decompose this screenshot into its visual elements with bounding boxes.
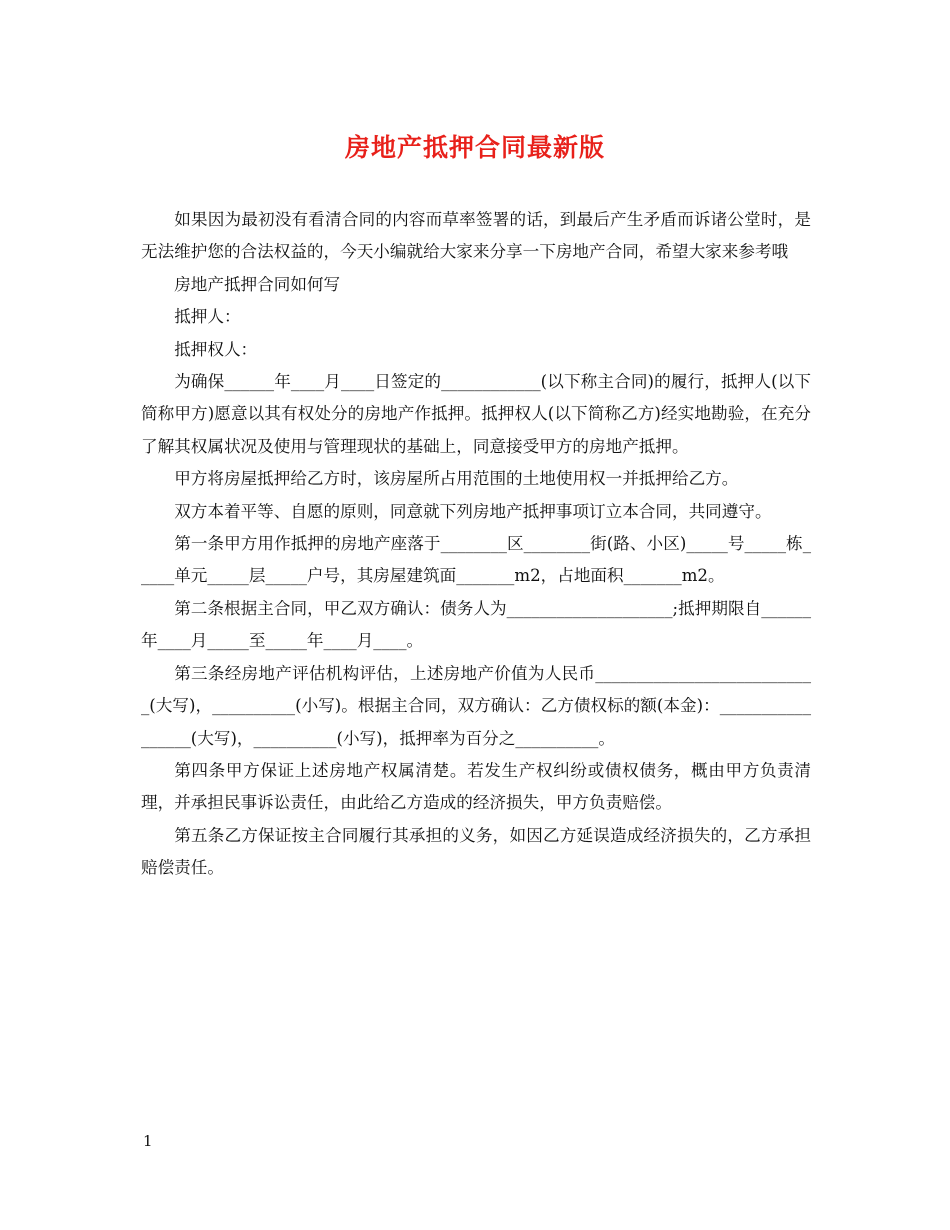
article-3: 第三条经房地产评估机构评估，上述房地产价值为人民币___________________________(大写)，__________(小写)。根据主合同，双方确认：乙方债权标的额(本金)：_________________(大写)，__________(小写)，抵押率为百分之__________。: [141, 663, 811, 748]
article-1: 第一条甲方用作抵押的房地产座落于________区________街(路、小区)_____号_____栋_____单元_____层_____户号，其房屋建筑面_______m2，占地面积_______m2。: [141, 534, 811, 586]
intro-paragraph: 如果因为最初没有看清合同的内容而草率签署的话，到最后产生矛盾而诉诸公堂时，是无法维护您的合法权益的，今天小编就给大家来分享一下房地产合同，希望大家来参考哦: [141, 210, 811, 262]
agreement-paragraph: 双方本着平等、自愿的原则，同意就下列房地产抵押事项订立本合同，共同遵守。: [174, 501, 772, 521]
mortgagee-line: 抵押权人：: [174, 339, 258, 359]
page-number: 1: [143, 1132, 153, 1150]
document-body: [141, 204, 811, 885]
preamble-paragraph: 为确保______年____月____日签定的____________(以下称主合同)的履行，抵押人(以下简称甲方)愿意以其有权处分的房地产作抵押。抵押权人(以下简称乙方)经实地勘验，在充分了解其权属状况及使用与管理现状的基础上，同意接受甲方的房地产抵押。: [141, 372, 811, 456]
article-2: 第二条根据主合同，甲乙双方确认：债务人为____________________;抵押期限自______年____月_____至_____年____月____。: [141, 598, 811, 651]
article-5: 第五条乙方保证按主合同履行其承担的义务，如因乙方延误造成经济损失的，乙方承担赔偿责任。: [141, 825, 811, 878]
article-4: 第四条甲方保证上述房地产权属清楚。若发生产权纠纷或债权债务，概由甲方负责清理，并承担民事诉讼责任，由此给乙方造成的经济损失，甲方负责赔偿。: [141, 760, 811, 813]
mortgagor-line: 抵押人：: [174, 307, 241, 327]
document-title: 房地产抵押合同最新版: [344, 133, 605, 162]
section-heading: 房地产抵押合同如何写: [174, 274, 341, 294]
land-use-paragraph: 甲方将房屋抵押给乙方时，该房屋所占用范围的土地使用权一并抵押给乙方。: [174, 469, 739, 489]
